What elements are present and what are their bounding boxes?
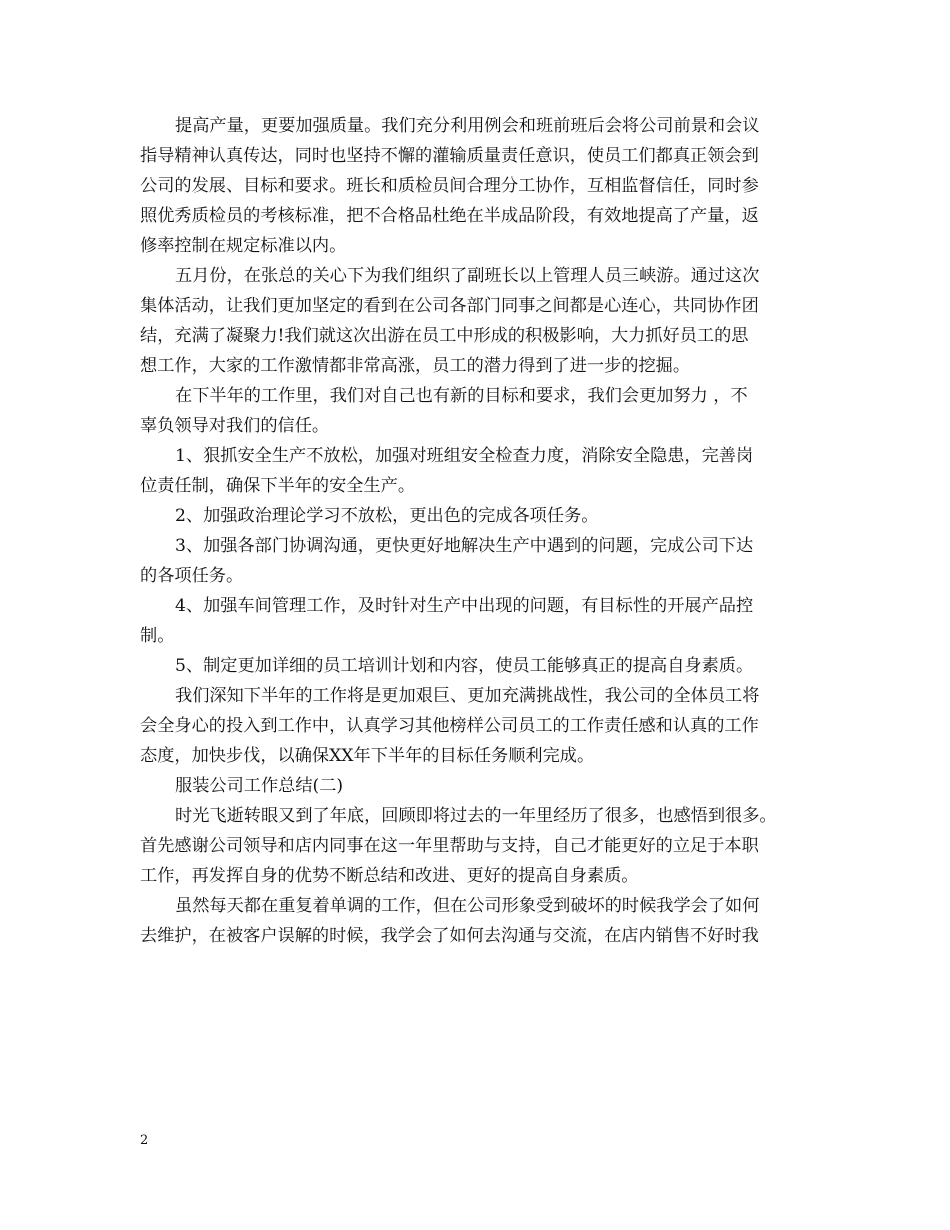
- text-line: 工作，再发挥自身的优势不断总结和改进、更好的提高自身素质。: [140, 866, 639, 886]
- text-line: 4、加强车间管理工作，及时针对生产中出现的问题，有目标性的开展产品控: [175, 596, 754, 616]
- text-line: 的各项任务。: [140, 566, 244, 586]
- section-heading: 服装公司工作总结(二): [175, 776, 344, 796]
- text-line: 3、加强各部门协调沟通，更快更好地解决生产中遇到的问题，完成公司下达: [175, 536, 754, 556]
- text-line: 1、狠抓安全生产不放松，加强对班组安全检查力度，消除安全隐患，完善岗: [175, 446, 754, 466]
- text-line: 虽然每天都在重复着单调的工作，但在公司形象受到破坏的时候我学会了如何: [175, 896, 760, 916]
- page-number: 2: [140, 1133, 149, 1148]
- text-line: 位责任制，确保下半年的安全生产。: [140, 476, 416, 496]
- text-line: 结，充满了凝聚力!我们就这次出游在员工中形成的积极影响，大力抓好员工的思: [140, 326, 749, 346]
- document-body: [140, 111, 820, 951]
- text-line: 指导精神认真传达，同时也坚持不懈的灌输质量责任意识，使员工们都真正领会到: [140, 146, 759, 166]
- text-line: 公司的发展、目标和要求。班长和质检员间合理分工协作，互相监督信任，同时参: [140, 176, 759, 196]
- text-line: 5、制定更加详细的员工培训计划和内容，使员工能够真正的提高自身素质。: [175, 656, 754, 676]
- text-line: 五月份，在张总的关心下为我们组织了副班长以上管理人员三峡游。通过这次: [175, 266, 760, 286]
- text-line: 在下半年的工作里，我们对自己也有新的目标和要求，我们会更加努力 ，不: [175, 386, 748, 406]
- text-line: 我们深知下半年的工作将是更加艰巨、更加充满挑战性，我公司的全体员工将: [175, 686, 760, 706]
- text-line: 会全身心的投入到工作中，认真学习其他榜样公司员工的工作责任感和认真的工作: [140, 716, 759, 736]
- text-line: 修率控制在规定标准以内。: [140, 236, 347, 256]
- text-line: 照优秀质检员的考核标准，把不合格品杜绝在半成品阶段，有效地提高了产量，返: [140, 206, 759, 226]
- text-line: 想工作，大家的工作激情都非常高涨，员工的潜力得到了进一步的挖掘。: [140, 356, 691, 376]
- text-line: 首先感谢公司领导和店内同事在这一年里帮助与支持，自己才能更好的立足于本职: [140, 836, 759, 856]
- text-line: 制。: [140, 626, 175, 646]
- text-line: 去维护，在被客户误解的时候，我学会了如何去沟通与交流，在店内销售不好时我: [140, 926, 759, 946]
- text-line: 时光飞逝转眼又到了年底，回顾即将过去的一年里经历了很多，也感悟到很多。: [175, 806, 777, 826]
- text-line: 态度，加快步伐，以确保XX年下半年的目标任务顺利完成。: [140, 746, 595, 766]
- text-line: 集体活动，让我们更加坚定的看到在公司各部门同事之间都是心连心，共同协作团: [140, 296, 759, 316]
- text-line: 2、加强政治理论学习不放松，更出色的完成各项任务。: [175, 506, 599, 526]
- text-line: 辜负领导对我们的信任。: [140, 416, 330, 436]
- text-line: 提高产量，更要加强质量。我们充分利用例会和班前班后会将公司前景和会议: [175, 116, 760, 136]
